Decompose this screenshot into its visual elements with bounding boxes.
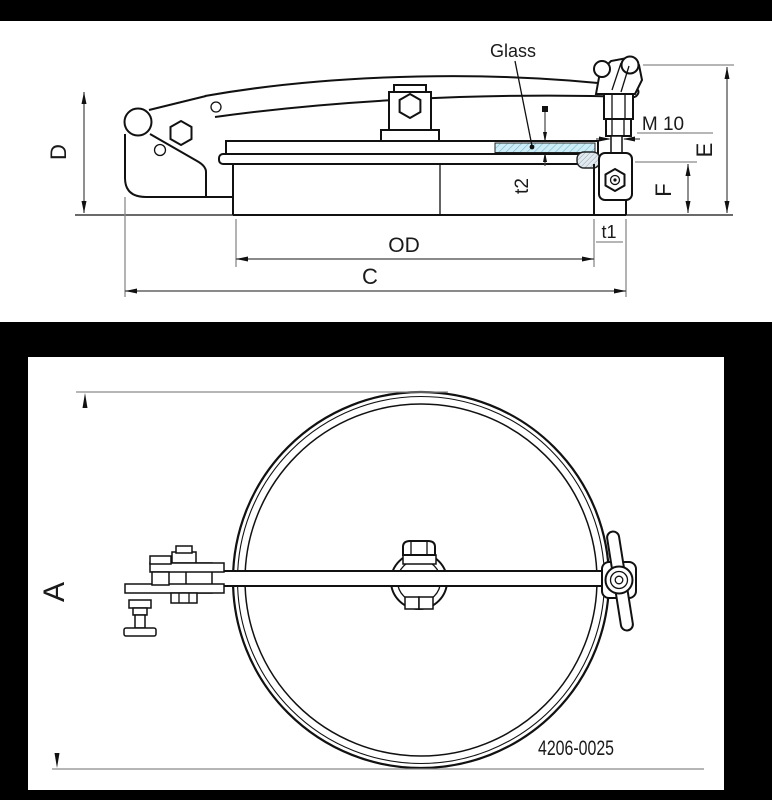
side-view-panel xyxy=(0,21,772,322)
clamp-hex-nut xyxy=(171,593,197,603)
bridge-hex-nut xyxy=(400,94,421,118)
thread-size-label: M 10 xyxy=(641,114,685,135)
center-bridge xyxy=(381,85,439,141)
clamp-lower-plate xyxy=(125,584,224,593)
wing-nut-lobe xyxy=(622,57,639,74)
dimension-d-label: D xyxy=(46,144,71,160)
center-hex-cap xyxy=(403,541,435,555)
cover-assembly xyxy=(219,141,600,168)
crossbar xyxy=(197,571,605,586)
gasket-corner xyxy=(577,152,600,168)
dimension-a-label: A xyxy=(38,581,71,603)
glass-label: Glass xyxy=(489,41,537,61)
rim-ring xyxy=(219,154,598,164)
dimension-f-label: F xyxy=(651,183,676,197)
dimension-t1-label: t1 xyxy=(601,222,617,242)
hinge-pivot xyxy=(125,109,152,136)
handle-hub-outer xyxy=(606,567,633,594)
eyebolt-lug xyxy=(599,153,632,200)
drawing-number: 4206-0025 xyxy=(538,737,614,760)
glass-pane xyxy=(495,143,595,153)
dimension-e-label: E xyxy=(692,142,717,158)
dimension-c-label: C xyxy=(362,264,378,289)
dimension-od-label: OD xyxy=(388,234,420,257)
dimension-t2-label: t2 xyxy=(512,178,533,194)
wing-nut-lobe xyxy=(594,61,610,77)
